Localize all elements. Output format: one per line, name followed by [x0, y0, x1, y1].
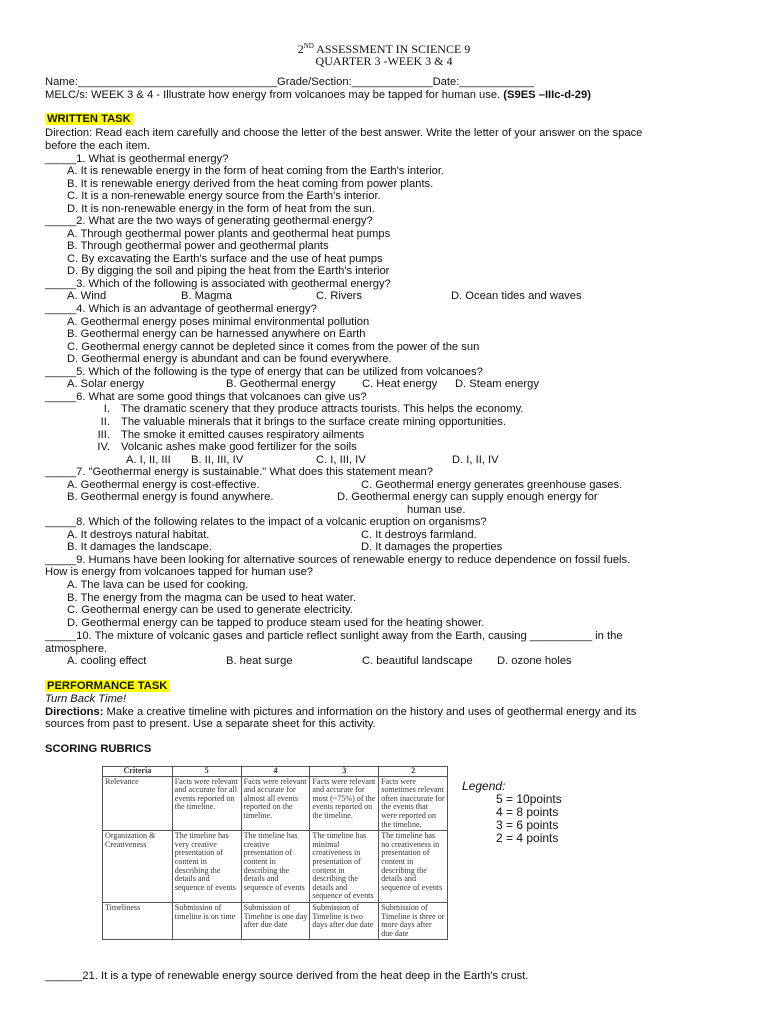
q2-option-b: B. Through geothermal power and geothermal plants — [67, 240, 329, 252]
q6-option-d: D. I, II, IV — [452, 454, 499, 466]
q7-option-d-continued: human use. — [407, 504, 466, 516]
q5-option-b: B. Geothermal energy — [226, 378, 336, 390]
q1-option-d: D. It is non-renewable energy in the form of heat from the sun. — [67, 203, 375, 215]
question-3: _____3. Which of the following is associated with geothermal energy? — [45, 278, 391, 290]
rubric-cell: Relevance — [103, 776, 173, 831]
legend-item: 4 = 8 points — [496, 805, 559, 819]
q4-option-a: A. Geothermal energy poses minimal environmental pollution — [67, 316, 370, 328]
directions-text: Make a creative timeline with pictures and information on the history and uses of geothermal energy and its — [103, 706, 637, 718]
question-6: _____6. What are some good things that volcanoes can give us? — [45, 391, 367, 403]
question-1: _____1. What is geothermal energy? — [45, 153, 229, 165]
q8-options-row-2 — [67, 541, 687, 554]
q1-option-a: A. It is renewable energy in the form of heat coming from the Earth's interior. — [67, 165, 445, 177]
direction-line-1: Direction: Read each item carefully and choose the letter of the best answer. Write the letter of your answer on the space — [45, 127, 643, 139]
question-8: _____8. Which of the following relates to the impact of a volcanic eruption on organisms? — [45, 516, 487, 528]
q5-option-d: D. Steam energy — [455, 378, 539, 390]
melc-text: MELC/s: WEEK 3 & 4 - Illustrate how energy from volcanoes may be tapped for human use. — [45, 89, 504, 101]
rubric-row-timeliness — [103, 902, 448, 939]
q3-option-b: B. Magma — [181, 290, 232, 302]
q6-option-a: A. I, II, III — [126, 454, 171, 466]
question-10: _____10. The mixture of volcanic gases and particle reflect sunlight away from the Earth, causing __________ in the — [45, 630, 623, 642]
q3-option-d: D. Ocean tides and waves — [451, 290, 582, 302]
q4-option-b: B. Geothermal energy can be harnessed anywhere on Earth — [67, 328, 366, 340]
q7-option-c: C. Geothermal energy generates greenhouse gases. — [361, 479, 623, 491]
legend-item: 3 = 6 points — [496, 818, 559, 832]
rubric-cell: Submission of timeline is on time — [172, 902, 241, 939]
rubric-cell: Facts were relevant and accurate for all events reported on the timeline. — [172, 776, 241, 831]
q9-option-a: A. The lava can be used for cooking. — [67, 579, 249, 591]
melc-code: (S9ES –IIIc-d-29) — [503, 89, 591, 101]
q9-option-c: C. Geothermal energy can be used to generate electricity. — [67, 604, 353, 616]
q6-roman-iv: IV. — [97, 441, 110, 453]
q5-option-a: A. Solar energy — [67, 378, 145, 390]
rubric-header-3: 3 — [310, 767, 379, 777]
q10-option-b: B. heat surge — [226, 655, 293, 667]
written-task-heading — [45, 113, 133, 126]
q8-option-b: B. It damages the landscape. — [67, 541, 212, 553]
q10-option-d: D. ozone holes — [497, 655, 572, 667]
rubric-cell: The timeline has no creativeness in presentation of content in describing the details and sequence of events — [379, 831, 448, 903]
q6-roman-ii: II. — [100, 416, 110, 428]
rubric-row-relevance — [103, 776, 448, 831]
q1-option-c: C. It is a non-renewable energy source from the Earth's interior. — [67, 190, 381, 202]
name-grade-date-line: Name:________________________________Grade/Section:_____________Date:____________ — [45, 76, 534, 88]
directions-label: Directions: — [45, 706, 104, 718]
rubric-cell: Facts were relevant and accurate for almost all events reported on the timeline. — [241, 776, 310, 831]
q8-option-d: D. It damages the properties — [361, 541, 503, 553]
rubric-cell: Submission of Timeline is three or more days after due date — [379, 902, 448, 939]
q6-option-c: C. I, III, IV — [316, 454, 366, 466]
q3-option-c: C. Rivers — [316, 290, 362, 302]
q4-option-c: C. Geothermal energy cannot be depleted since it comes from the power of the sun — [67, 341, 480, 353]
rubric-header-2: 2 — [379, 767, 448, 777]
rubric-cell: Submission of Timeline is two days after due date — [310, 902, 379, 939]
performance-task-label: PERFORMANCE TASK — [47, 680, 168, 692]
q6-roman-iii: III. — [97, 429, 110, 441]
q6-statement-ii: The valuable minerals that it brings to the surface create mining opportunities. — [121, 416, 506, 428]
performance-directions-line-1 — [45, 706, 636, 719]
rubric-header-5: 5 — [172, 767, 241, 777]
question-4: _____4. Which is an advantage of geothermal energy? — [45, 303, 317, 315]
rubric-cell: Submission of Timeline is one day after due date — [241, 902, 310, 939]
q9-option-d: D. Geothermal energy can be tapped to produce steam used for the heating shower. — [67, 617, 485, 629]
q2-option-d: D. By digging the soil and piping the heat from the Earth's interior — [67, 265, 390, 277]
legend-title: Legend: — [462, 779, 506, 793]
direction-line-2: before the each item. — [45, 140, 151, 152]
legend-item: 2 = 4 points — [496, 831, 559, 845]
rubric-header-row — [103, 767, 448, 777]
rubric-header-4: 4 — [241, 767, 310, 777]
rubric-cell: The timeline has minimal creativeness in presentation of content in describing the details and sequence of events — [310, 831, 379, 903]
performance-directions-line-2: sources from past to present. Use a separate sheet for this activity. — [45, 718, 376, 730]
question-2: _____2. What are the two ways of generating geothermal energy? — [45, 215, 373, 227]
rubric-cell: Timeliness — [103, 902, 173, 939]
q2-option-a: A. Through geothermal power plants and geothermal heat pumps — [67, 228, 391, 240]
q10-options — [67, 655, 687, 668]
rubric-cell: Organization & Creativeness — [103, 831, 173, 903]
rubric-cell: Facts were relevant and accurate for most (~75%) of the events reported on the timeline. — [310, 776, 379, 831]
q6-statement-iii: The smoke it emitted causes respiratory ailments — [121, 429, 365, 441]
q10-option-c: C. beautiful landscape — [362, 655, 473, 667]
legend-item: 5 = 10points — [496, 792, 562, 806]
q6-statement-i: The dramatic scenery that they produce attracts tourists. This helps the economy. — [121, 403, 524, 415]
melc-line — [45, 89, 591, 102]
rubric-row-organization — [103, 831, 448, 903]
question-10-continued: atmosphere. — [45, 643, 108, 655]
q8-option-a: A. It destroys natural habitat. — [67, 529, 210, 541]
q7-option-a: A. Geothermal energy is cost-effective. — [67, 479, 260, 491]
q6-statement-iv: Volcanic ashes make good fertilizer for the soils — [121, 441, 357, 453]
q3-options — [67, 290, 687, 303]
question-21: ______21. It is a type of renewable energy source derived from the heat deep in the Earth's crust. — [45, 970, 529, 982]
q1-option-b: B. It is renewable energy derived from the heat coming from power plants. — [67, 178, 434, 190]
question-7: _____7. "Geothermal energy is sustainable." What does this statement mean? — [45, 466, 433, 478]
q8-option-c: C. It destroys farmland. — [361, 529, 477, 541]
rubric-cell: The timeline has very creative presentation of content in describing the details and sequence of events — [172, 831, 241, 903]
q7-options-row-2 — [67, 491, 687, 504]
q3-option-a: A. Wind — [67, 290, 107, 302]
title-rest: ASSESSMENT IN SCIENCE 9 — [313, 42, 471, 56]
scoring-rubrics-heading: SCORING RUBRICS — [45, 743, 152, 755]
q5-options — [67, 378, 687, 391]
scoring-rubric-table — [102, 766, 448, 940]
q7-option-b: B. Geothermal energy is found anywhere. — [67, 491, 274, 503]
q7-option-d: D. Geothermal energy can supply enough energy for — [337, 491, 598, 503]
points-legend — [462, 780, 562, 845]
q6-option-b: B. II, III, IV — [191, 454, 244, 466]
page-subtitle: QUARTER 3 -WEEK 3 & 4 — [315, 54, 453, 68]
title-prefix: 2 — [297, 42, 304, 56]
q6-roman-i: I. — [103, 403, 110, 415]
rubric-cell: The timeline has creative presentation of content in describing the details and sequence of events — [241, 831, 310, 903]
written-task-label: WRITTEN TASK — [47, 113, 131, 125]
rubric-header-criteria: Criteria — [103, 767, 173, 777]
question-9-continued: How is energy from volcanoes tapped for human use? — [45, 566, 314, 578]
performance-task-subtitle: Turn Back Time! — [45, 693, 127, 705]
q10-option-a: A. cooling effect — [67, 655, 147, 667]
q2-option-c: C. By excavating the Earth's surface and the use of heat pumps — [67, 253, 383, 265]
question-9: _____9. Humans have been looking for alternative sources of renewable energy to reduce dependence on fossil fuels. — [45, 554, 631, 566]
q5-option-c: C. Heat energy — [362, 378, 438, 390]
performance-task-heading — [45, 680, 169, 693]
question-5: _____5. Which of the following is the type of energy that can be utilized from volcanoes? — [45, 366, 483, 378]
q9-option-b: B. The energy from the magma can be used to heat water. — [67, 592, 356, 604]
rubric-cell: Facts were sometimes relevant often inaccurate for the events that were reported on the timeline. — [379, 776, 448, 831]
q4-option-d: D. Geothermal energy is abundant and can be found everywhere. — [67, 353, 392, 365]
title-superscript: ND — [303, 42, 314, 50]
